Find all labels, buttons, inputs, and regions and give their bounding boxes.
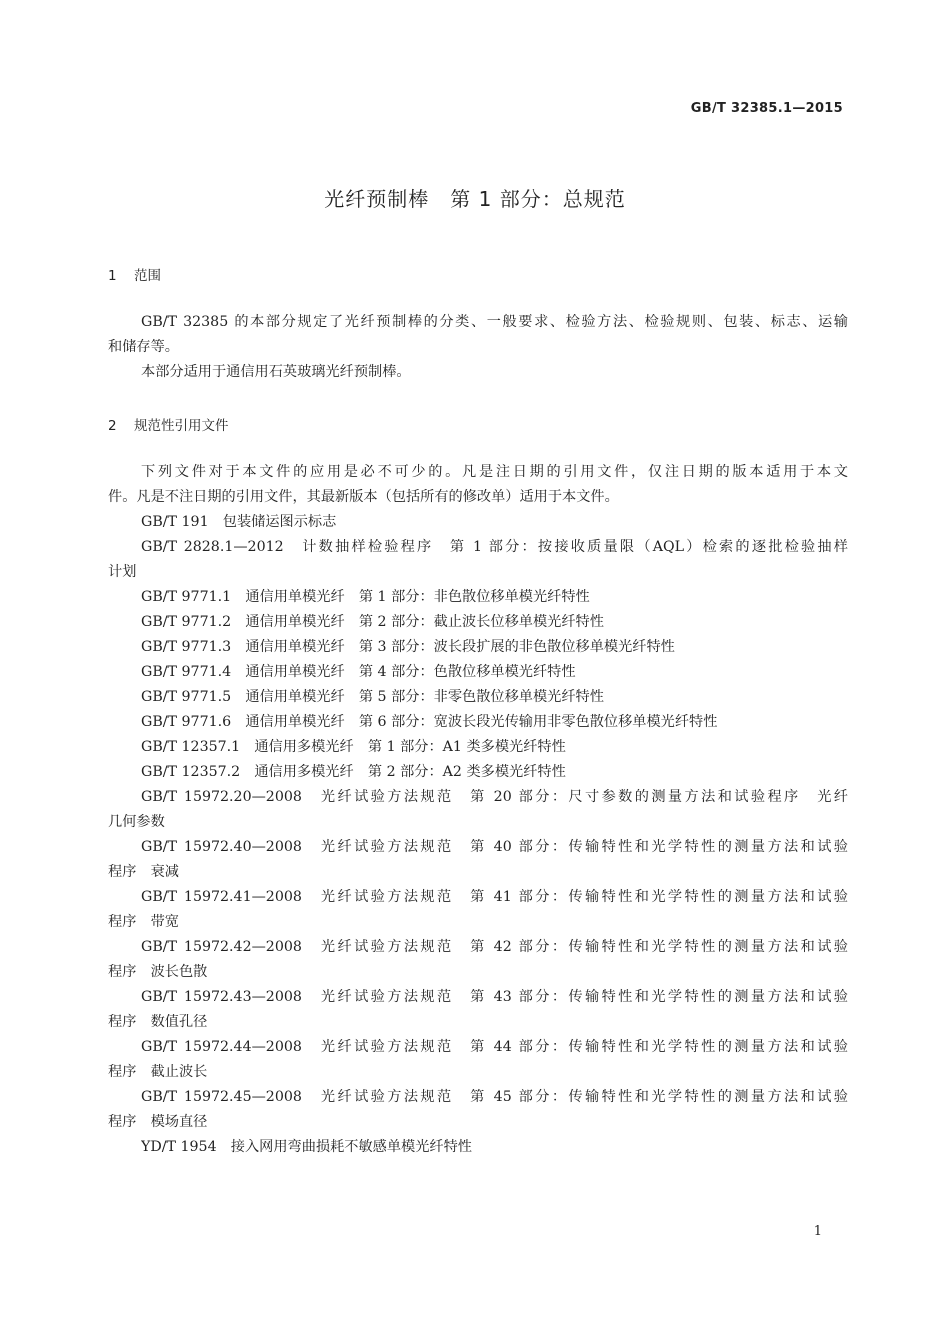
page-number: 1	[813, 1224, 822, 1239]
reference-line: GB/T 9771.2 通信用单模光纤 第 2 部分：截止波长位移单模光纤特性	[141, 614, 604, 630]
reference-line: GB/T 191 包装储运图示标志	[141, 514, 337, 530]
reference-line: GB/T 12357.1 通信用多模光纤 第 1 部分：A1 类多模光纤特性	[141, 739, 566, 755]
reference-line: GB/T 15972.41—2008 光纤试验方法规范 第 41 部分：传输特性和光学特性的测量方法和试验	[141, 889, 848, 905]
section-heading-scope	[108, 264, 161, 284]
standard-code: GB/T 32385.1—2015	[690, 101, 843, 116]
reference-line: 程序 衰减	[108, 864, 179, 880]
reference-line: GB/T 15972.43—2008 光纤试验方法规范 第 43 部分：传输特性和光学特性的测量方法和试验	[141, 989, 848, 1005]
reference-line: 程序 截止波长	[108, 1064, 208, 1080]
paragraph-line: 和储存等。	[108, 339, 179, 355]
reference-line: GB/T 15972.45—2008 光纤试验方法规范 第 45 部分：传输特性和光学特性的测量方法和试验	[141, 1089, 848, 1105]
section-number: 1	[108, 268, 117, 284]
reference-line: 程序 数值孔径	[108, 1014, 208, 1030]
reference-line: GB/T 12357.2 通信用多模光纤 第 2 部分：A2 类多模光纤特性	[141, 764, 566, 780]
paragraph-line: GB/T 32385 的本部分规定了光纤预制棒的分类、一般要求、检验方法、检验规则、包装、标志、运输	[141, 314, 848, 330]
reference-line: GB/T 15972.40—2008 光纤试验方法规范 第 40 部分：传输特性和光学特性的测量方法和试验	[141, 839, 848, 855]
paragraph-line: 本部分适用于通信用石英玻璃光纤预制棒。	[141, 364, 411, 380]
reference-line: 几何参数	[108, 814, 165, 830]
reference-line: GB/T 15972.44—2008 光纤试验方法规范 第 44 部分：传输特性和光学特性的测量方法和试验	[141, 1039, 848, 1055]
reference-line: GB/T 15972.42—2008 光纤试验方法规范 第 42 部分：传输特性和光学特性的测量方法和试验	[141, 939, 848, 955]
section-number: 2	[108, 418, 117, 434]
document-title: 光纤预制棒 第 1 部分：总规范	[324, 187, 626, 211]
paragraph-line: 件。凡是不注日期的引用文件，其最新版本（包括所有的修改单）适用于本文件。	[108, 489, 619, 505]
reference-line: GB/T 9771.3 通信用单模光纤 第 3 部分：波长段扩展的非色散位移单模光纤特性	[141, 639, 675, 655]
reference-line: YD/T 1954 接入网用弯曲损耗不敏感单模光纤特性	[141, 1139, 472, 1155]
reference-line: GB/T 9771.4 通信用单模光纤 第 4 部分：色散位移单模光纤特性	[141, 664, 576, 680]
reference-line: 程序 模场直径	[108, 1114, 208, 1130]
reference-line: 程序 带宽	[108, 914, 179, 930]
section-heading-normative-references	[108, 414, 229, 434]
section-title: 规范性引用文件	[134, 418, 229, 434]
reference-line: GB/T 2828.1—2012 计数抽样检验程序 第 1 部分：按接收质量限（AQL）检索的逐批检验抽样	[141, 539, 848, 555]
reference-line: GB/T 9771.5 通信用单模光纤 第 5 部分：非零色散位移单模光纤特性	[141, 689, 604, 705]
reference-line: GB/T 9771.6 通信用单模光纤 第 6 部分：宽波长段光传输用非零色散位移单模光纤特性	[141, 714, 718, 730]
reference-line: GB/T 15972.20—2008 光纤试验方法规范 第 20 部分：尺寸参数的测量方法和试验程序 光纤	[141, 789, 848, 805]
paragraph-line: 下列文件对于本文件的应用是必不可少的。凡是注日期的引用文件，仅注日期的版本适用于本文	[141, 464, 848, 480]
reference-line: GB/T 9771.1 通信用单模光纤 第 1 部分：非色散位移单模光纤特性	[141, 589, 590, 605]
section-title: 范围	[134, 268, 161, 284]
reference-line: 程序 波长色散	[108, 964, 208, 980]
reference-line: 计划	[108, 564, 137, 580]
